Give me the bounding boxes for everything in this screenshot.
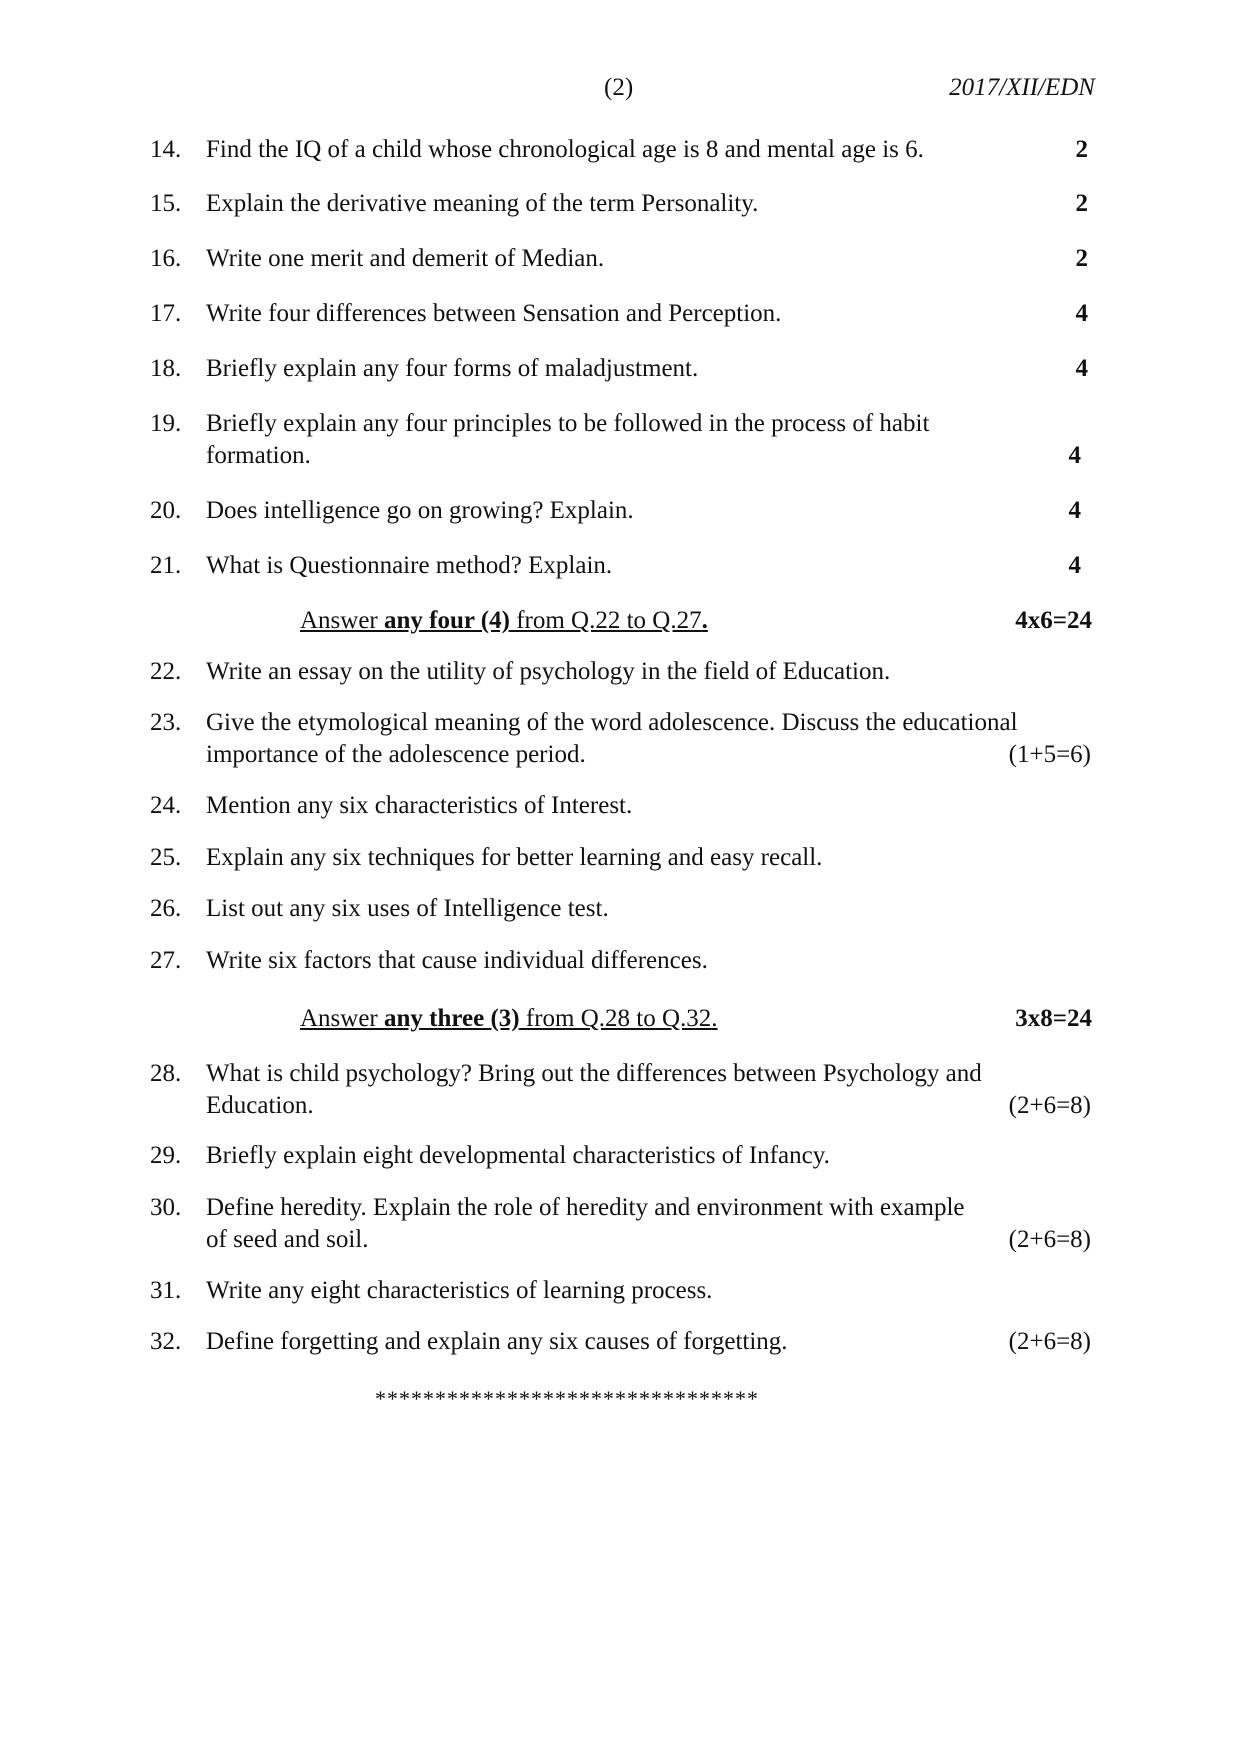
question-marks: 4 bbox=[1068, 442, 1081, 469]
section-marks-allocation: 4x6=24 bbox=[1015, 607, 1092, 634]
question-number: 17. bbox=[150, 300, 182, 327]
question-text-line-2: importance of the adolescence period. bbox=[206, 741, 586, 768]
question-number: 24. bbox=[150, 792, 182, 819]
question-marks: 2 bbox=[1075, 190, 1088, 217]
question-marks: 4 bbox=[1075, 300, 1088, 327]
question-text: Write an essay on the utility of psychology in the field of Education. bbox=[206, 658, 891, 685]
instruction-emphasis: any three (3) bbox=[384, 1005, 520, 1032]
question-text: Explain the derivative meaning of the term Personality. bbox=[206, 190, 759, 217]
section-marks-allocation: 3x8=24 bbox=[1015, 1005, 1092, 1032]
question-number: 20. bbox=[150, 497, 182, 524]
question-number: 19. bbox=[150, 410, 182, 437]
question-text: Does intelligence go on growing? Explain. bbox=[206, 497, 634, 524]
instruction-text: Answer bbox=[300, 607, 385, 634]
question-number: 22. bbox=[150, 658, 182, 685]
instruction-period: . bbox=[711, 1005, 718, 1032]
instruction-text: Answer bbox=[300, 1005, 385, 1032]
question-number: 31. bbox=[150, 1277, 182, 1304]
question-text: Write any eight characteristics of learning process. bbox=[206, 1277, 713, 1304]
question-text: What is Questionnaire method? Explain. bbox=[206, 552, 613, 579]
end-of-paper-marker: ******************************** bbox=[375, 1386, 759, 1411]
paper-code: 2017/XII/EDN bbox=[949, 74, 1095, 101]
section-instruction bbox=[300, 1003, 718, 1035]
question-text: Explain any six techniques for better learning and easy recall. bbox=[206, 844, 823, 871]
question-marks: 2 bbox=[1075, 136, 1088, 163]
question-number: 15. bbox=[150, 190, 182, 217]
question-marks: (2+6=8) bbox=[1008, 1328, 1091, 1355]
instruction-period: . bbox=[701, 607, 708, 634]
question-text: Write one merit and demerit of Median. bbox=[206, 245, 605, 272]
question-marks: (2+6=8) bbox=[1008, 1092, 1091, 1119]
question-marks: (1+5=6) bbox=[1008, 741, 1091, 768]
question-number: 23. bbox=[150, 709, 182, 736]
instruction-range: from Q.22 to Q.27 bbox=[509, 607, 702, 634]
page-number: (2) bbox=[604, 74, 634, 101]
question-number: 18. bbox=[150, 355, 182, 382]
instruction-range: from Q.28 to Q.32 bbox=[519, 1005, 712, 1032]
question-text: Briefly explain any four forms of maladjustment. bbox=[206, 355, 699, 382]
question-number: 16. bbox=[150, 245, 182, 272]
question-text-line-1: Define heredity. Explain the role of heredity and environment with example bbox=[206, 1194, 965, 1221]
question-text: Briefly explain eight developmental characteristics of Infancy. bbox=[206, 1142, 830, 1169]
question-number: 26. bbox=[150, 895, 182, 922]
question-marks: 4 bbox=[1068, 552, 1081, 579]
question-text: Define forgetting and explain any six causes of forgetting. bbox=[206, 1328, 788, 1355]
question-number: 28. bbox=[150, 1060, 182, 1087]
question-text: Write four differences between Sensation and Perception. bbox=[206, 300, 782, 327]
instruction-emphasis: any four (4) bbox=[384, 607, 510, 634]
question-number: 30. bbox=[150, 1194, 182, 1221]
question-number: 27. bbox=[150, 947, 182, 974]
question-number: 32. bbox=[150, 1328, 182, 1355]
question-marks: 4 bbox=[1068, 497, 1081, 524]
question-text: Write six factors that cause individual differences. bbox=[206, 947, 708, 974]
question-number: 21. bbox=[150, 552, 182, 579]
question-text-line-2: formation. bbox=[206, 442, 311, 469]
question-number: 29. bbox=[150, 1142, 182, 1169]
question-text-line-1: What is child psychology? Bring out the differences between Psychology and bbox=[206, 1060, 982, 1087]
question-marks: 2 bbox=[1075, 245, 1088, 272]
question-number: 14. bbox=[150, 136, 182, 163]
question-marks: (2+6=8) bbox=[1008, 1226, 1091, 1253]
question-text: Mention any six characteristics of Interest. bbox=[206, 792, 633, 819]
question-text-line-2: of seed and soil. bbox=[206, 1226, 369, 1253]
question-marks: 4 bbox=[1075, 355, 1088, 382]
question-text-line-2: Education. bbox=[206, 1092, 314, 1119]
question-text: List out any six uses of Intelligence test. bbox=[206, 895, 609, 922]
question-text-line-1: Give the etymological meaning of the word adolescence. Discuss the educational bbox=[206, 709, 1018, 736]
question-number: 25. bbox=[150, 844, 182, 871]
question-text-line-1: Briefly explain any four principles to be followed in the process of habit bbox=[206, 410, 930, 437]
question-text: Find the IQ of a child whose chronological age is 8 and mental age is 6. bbox=[206, 136, 924, 163]
section-instruction bbox=[300, 605, 708, 637]
